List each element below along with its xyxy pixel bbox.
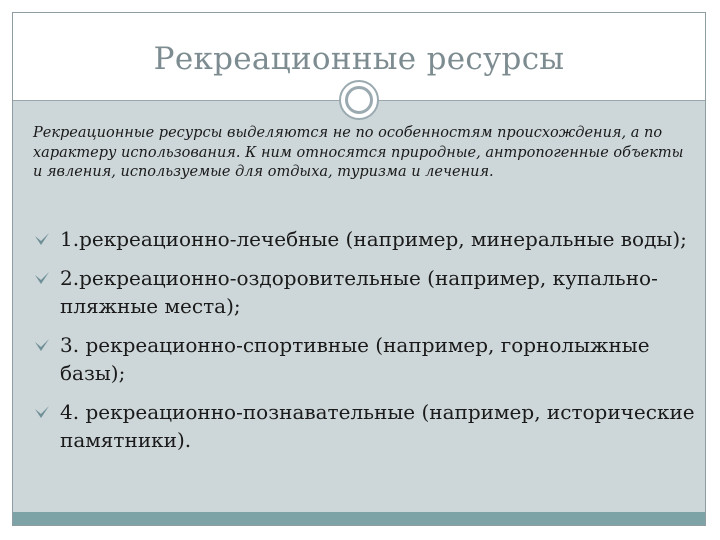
checkmark-bullet-icon — [34, 405, 50, 419]
bullet-item — [32, 398, 707, 454]
bullet-list — [32, 225, 707, 465]
bullet-item — [32, 225, 707, 253]
checkmark-bullet-icon — [34, 338, 50, 352]
slide — [12, 12, 706, 526]
bullet-text: 4. рекреационно-познавательные (например, исторические памятники). — [60, 400, 695, 452]
bullet-text: 2.рекреационно-оздоровительные (например, купально-пляжные места); — [60, 266, 658, 318]
checkmark-bullet-icon — [34, 232, 50, 246]
footer-accent-bar — [13, 512, 705, 525]
slide-title: Рекреационные ресурсы — [153, 41, 565, 77]
ring-ornament-icon — [339, 80, 379, 120]
bullet-text: 3. рекреационно-спортивные (например, горнолыжные базы); — [60, 333, 650, 385]
bullet-text: 1.рекреационно-лечебные (например, минеральные воды); — [60, 227, 687, 251]
bullet-item — [32, 264, 707, 320]
checkmark-bullet-icon — [34, 271, 50, 285]
bullet-item — [32, 331, 707, 387]
intro-paragraph: Рекреационные ресурсы выделяются не по особенностям происхождения, а по характеру использования. К ним относятся природные, антропогенные объекты и явления, используемые для отдыха, туризма и лечения. — [33, 125, 684, 180]
